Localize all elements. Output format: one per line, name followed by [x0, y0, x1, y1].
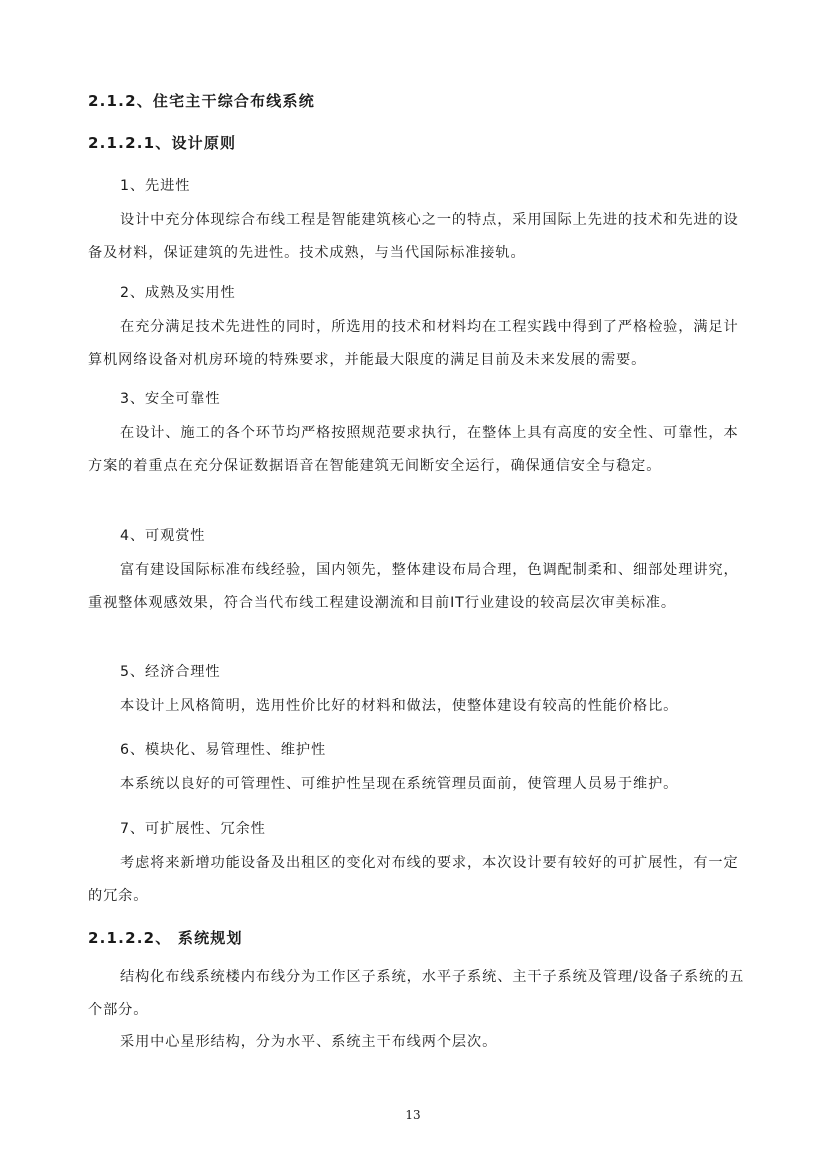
- item-title-6: 6、模块化、易管理性、维护性: [120, 742, 327, 758]
- page-number: 13: [405, 1108, 421, 1122]
- planning-paragraph-1: [88, 961, 750, 1026]
- item-paragraph-3: [88, 417, 750, 482]
- item-paragraph-5: [88, 690, 750, 723]
- subsection-heading-design-principles: 2.1.2.1、设计原则: [88, 134, 237, 152]
- item-paragraph-7: [88, 847, 750, 912]
- item-paragraph-4: [88, 554, 750, 619]
- planning-text-2: 采用中心星形结构，分为水平、系统主干布线两个层次。: [120, 1034, 498, 1050]
- item-title-4: 4、可观赏性: [120, 528, 206, 544]
- item-text-6: 本系统以良好的可管理性、可维护性呈现在系统管理员面前，使管理人员易于维护。: [120, 776, 679, 792]
- item-text-4: 富有建设国际标准布线经验，国内领先，整体建设布局合理，色调配制柔和、细部处理讲究，重视整体观感效果，符合当代布线工程建设潮流和目前IT行业建设的较高层次审美标准。: [88, 562, 739, 611]
- item-text-3: 在设计、施工的各个环节均严格按照规范要求执行，在整体上具有高度的安全性、可靠性，本方案的着重点在充分保证数据语音在智能建筑无间断安全运行，确保通信安全与稳定。: [88, 425, 739, 474]
- item-text-7: 考虑将来新增功能设备及出租区的变化对布线的要求，本次设计要有较好的可扩展性，有一定的冗余。: [88, 855, 739, 904]
- item-title-5: 5、经济合理性: [120, 664, 221, 680]
- item-title-7: 7、可扩展性、冗余性: [120, 821, 266, 837]
- planning-paragraph-2: [88, 1026, 750, 1059]
- item-text-1: 设计中充分体现综合布线工程是智能建筑核心之一的特点，采用国际上先进的技术和先进的设备及材料，保证建筑的先进性。技术成熟，与当代国际标准接轨。: [88, 212, 739, 261]
- item-paragraph-2: [88, 311, 750, 376]
- item-paragraph-6: [88, 768, 750, 801]
- subsection-heading-system-planning: 2.1.2.2、 系统规划: [88, 929, 243, 947]
- item-text-2: 在充分满足技术先进性的同时，所选用的技术和材料均在工程实践中得到了严格检验，满足计算机网络设备对机房环境的特殊要求，并能最大限度的满足目前及未来发展的需要。: [88, 319, 739, 368]
- item-paragraph-1: [88, 204, 750, 269]
- planning-text-1: 结构化布线系统楼内布线分为工作区子系统，水平子系统、主干子系统及管理/设备子系统的五个部分。: [88, 969, 745, 1018]
- item-text-5: 本设计上风格简明，选用性价比好的材料和做法，使整体建设有较高的性能价格比。: [120, 698, 679, 714]
- item-title-2: 2、成熟及实用性: [120, 285, 236, 301]
- item-title-3: 3、安全可靠性: [120, 391, 221, 407]
- section-heading: 2.1.2、住宅主干综合布线系统: [88, 92, 315, 110]
- item-title-1: 1、先进性: [120, 178, 191, 194]
